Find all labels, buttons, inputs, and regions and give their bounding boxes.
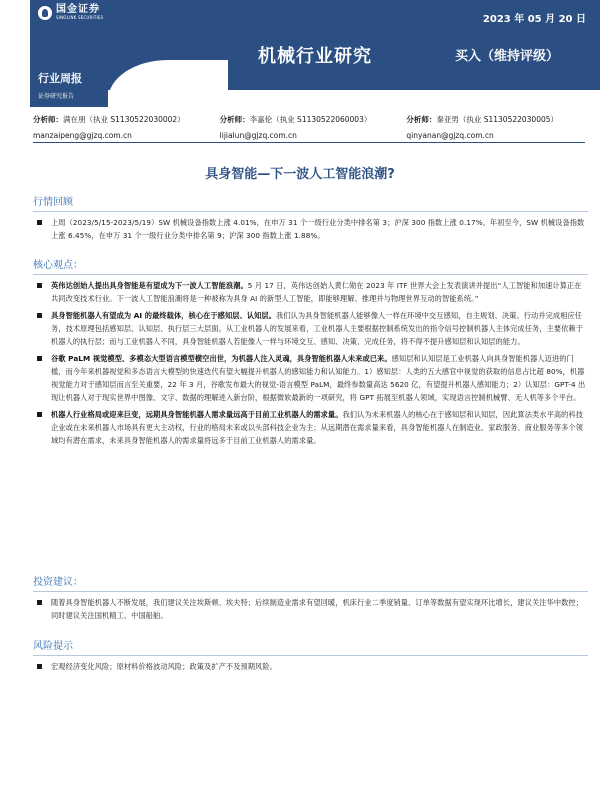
section-investment-advice xyxy=(33,573,588,622)
list-item xyxy=(33,279,588,305)
list-item xyxy=(33,216,588,242)
paragraph: 谷歌 PaLM 视觉模型、多模态大型语言模型横空出世，为机器人注入灵魂，具身智能机器人未来或已来。感知层和认知层是工业机器人向具身智能机器人迈进的门槛，而今年来机器视觉和多态语言大模型的快速迭代有望大幅提升机器人的感知能力和认知能力。1）感知层：人类的五大感官中视觉的获取的信息占比超 80%，机器视觉能力对于感知层而言至关重要，22 年 3 月，谷歌发布最大的视觉-语言模型 PaLM，最终参数量高达 5620 亿，有望提升机器人感知能力；2）认知层：GPT-4 出现让机器人对于现实世界中图像、文字、数据的理解进入新台阶，根据微软最新的一项研究，将 GPT 拓展至机器人领域，实现语言控制机械臂、无人机等多个平台。 xyxy=(51,354,586,402)
paragraph: 宏观经济变化风险；原材料价格波动风险；政策及扩产不及预期风险。 xyxy=(51,662,277,671)
analyst-name: 秦亚男（执业 S1130522030005） xyxy=(436,115,559,124)
analyst-2 xyxy=(220,114,407,140)
section-rule xyxy=(33,274,588,275)
analyst-label: 分析师： xyxy=(406,115,437,124)
section-heading: 投资建议： xyxy=(33,577,83,588)
rating-badge: 买入（维持评级） xyxy=(455,49,560,64)
bullet-icon xyxy=(37,283,42,288)
analyst-name: 李嘉伦（执业 S1130522060003） xyxy=(249,115,372,124)
list-item xyxy=(33,352,588,404)
bullet-icon xyxy=(37,600,42,605)
header-banner xyxy=(0,0,600,107)
section-risk-warning xyxy=(33,637,588,673)
section-rule xyxy=(33,655,588,656)
report-subtitle: 证券研究报告 xyxy=(38,93,75,100)
paragraph: 机器人行业格局或迎来巨变，远期具身智能机器人需求量远高于目前工业机器人的需求量。我们认为未来机器人的核心在于感知层和认知层，因此算法类水平高的科技企业或在未来机器人市场具有更大主动权，行业的格局未来或以头部科技企业为主；从远期潜在需求量来看，具身智能机器人在制造业、家政服务、商业服务等多个领域均有潜在需求，未来具身智能机器人的需求量将远多于目前工业机器人的需求量。 xyxy=(51,410,584,445)
analyst-label: 分析师： xyxy=(33,115,63,124)
analyst-list xyxy=(33,114,593,140)
section-heading: 行情回顾 xyxy=(33,197,73,208)
analyst-label: 分析师： xyxy=(219,115,250,124)
document-title: 具身智能—下一波人工智能浪潮? xyxy=(205,167,395,182)
logo-name-en: SINOLINK SECURITIES xyxy=(56,15,104,20)
report-industry-title: 机械行业研究 xyxy=(258,46,372,67)
logo-icon xyxy=(38,6,52,20)
header-divider xyxy=(33,142,585,143)
section-market-review xyxy=(33,193,588,242)
paragraph: 随着具身智能机器人不断发展，我们建议关注埃斯顿、埃夫特；后续制造业需求有望回暖，机床行业二季度销量、订单等数据有望实现环比增长，建议关注华中数控；同时建议关注国机精工、中国船舶。 xyxy=(51,598,583,620)
list-item xyxy=(33,596,588,622)
list-item xyxy=(33,660,588,673)
logo-name-cn: 国金证券 xyxy=(56,4,100,15)
analyst-name: 满在朋（执业 S1130522030002） xyxy=(63,115,185,124)
list-item xyxy=(33,309,588,348)
paragraph: 英伟达创始人提出具身智能是有望成为下一波人工智能浪潮。5 月 17 日，英伟达创始人黄仁勋在 2023 年 ITF 世界大会上发表演讲并提出“人工智能和加速计算正在共同改变技术行业。下一波人工智能浪潮将是一种被称为具身 AI 的新型人工智能，即能够理解、推理并与物理世界互动的智能系统。” xyxy=(51,281,582,303)
analyst-email[interactable]: qinyanan@gjzq.com.cn xyxy=(406,131,494,140)
paragraph: 上周（2023/5/15-2023/5/19）SW 机械设备指数上涨 4.01%，在申万 31 个一级行业分类中排名第 3；沪深 300 指数上涨 0.17%。年初至今，SW 机械设备指数上涨 6.45%，在申万 31 个一级行业分类中排名第 9；沪深 300 指数上涨 1.88%。 xyxy=(51,218,585,240)
bullet-icon xyxy=(37,664,42,669)
analyst-1 xyxy=(33,114,220,140)
report-date: 2023 年 05 月 20 日 xyxy=(482,14,586,25)
bullet-icon xyxy=(37,356,42,361)
report-type: 行业周报 xyxy=(38,72,82,85)
company-logo xyxy=(38,5,103,20)
bullet-icon xyxy=(37,313,42,318)
section-rule xyxy=(33,591,588,592)
section-rule xyxy=(33,211,588,212)
analyst-email[interactable]: manzaipeng@gjzq.com.cn xyxy=(33,131,132,140)
section-core-views xyxy=(33,256,588,447)
section-heading: 核心观点： xyxy=(33,260,83,271)
list-item xyxy=(33,408,588,447)
analyst-3 xyxy=(406,114,593,140)
bullet-icon xyxy=(37,412,42,417)
section-heading: 风险提示 xyxy=(33,641,73,652)
bullet-icon xyxy=(37,220,42,225)
paragraph: 具身智能机器人有望成为 AI 的最终载体，核心在于感知层、认知层。我们认为具身智能机器人能够像人一样在环境中交互感知，自主规划、决策、行动并完成相应任务，技术原理包括感知层、认知层、执行层三大层面。从工业机器人的发展来看，工业机器人主要根据控制系统发出的指令信号控制机器人主体完成任务，主要依赖于机器人的执行层；而与工业机器人不同，具身智能机器人若能像人一样与环境交互、感知、决策、完成任务，将不得不提升感知层和认知层的能力。 xyxy=(51,311,583,346)
analyst-email[interactable]: lijialun@gjzq.com.cn xyxy=(219,131,297,140)
